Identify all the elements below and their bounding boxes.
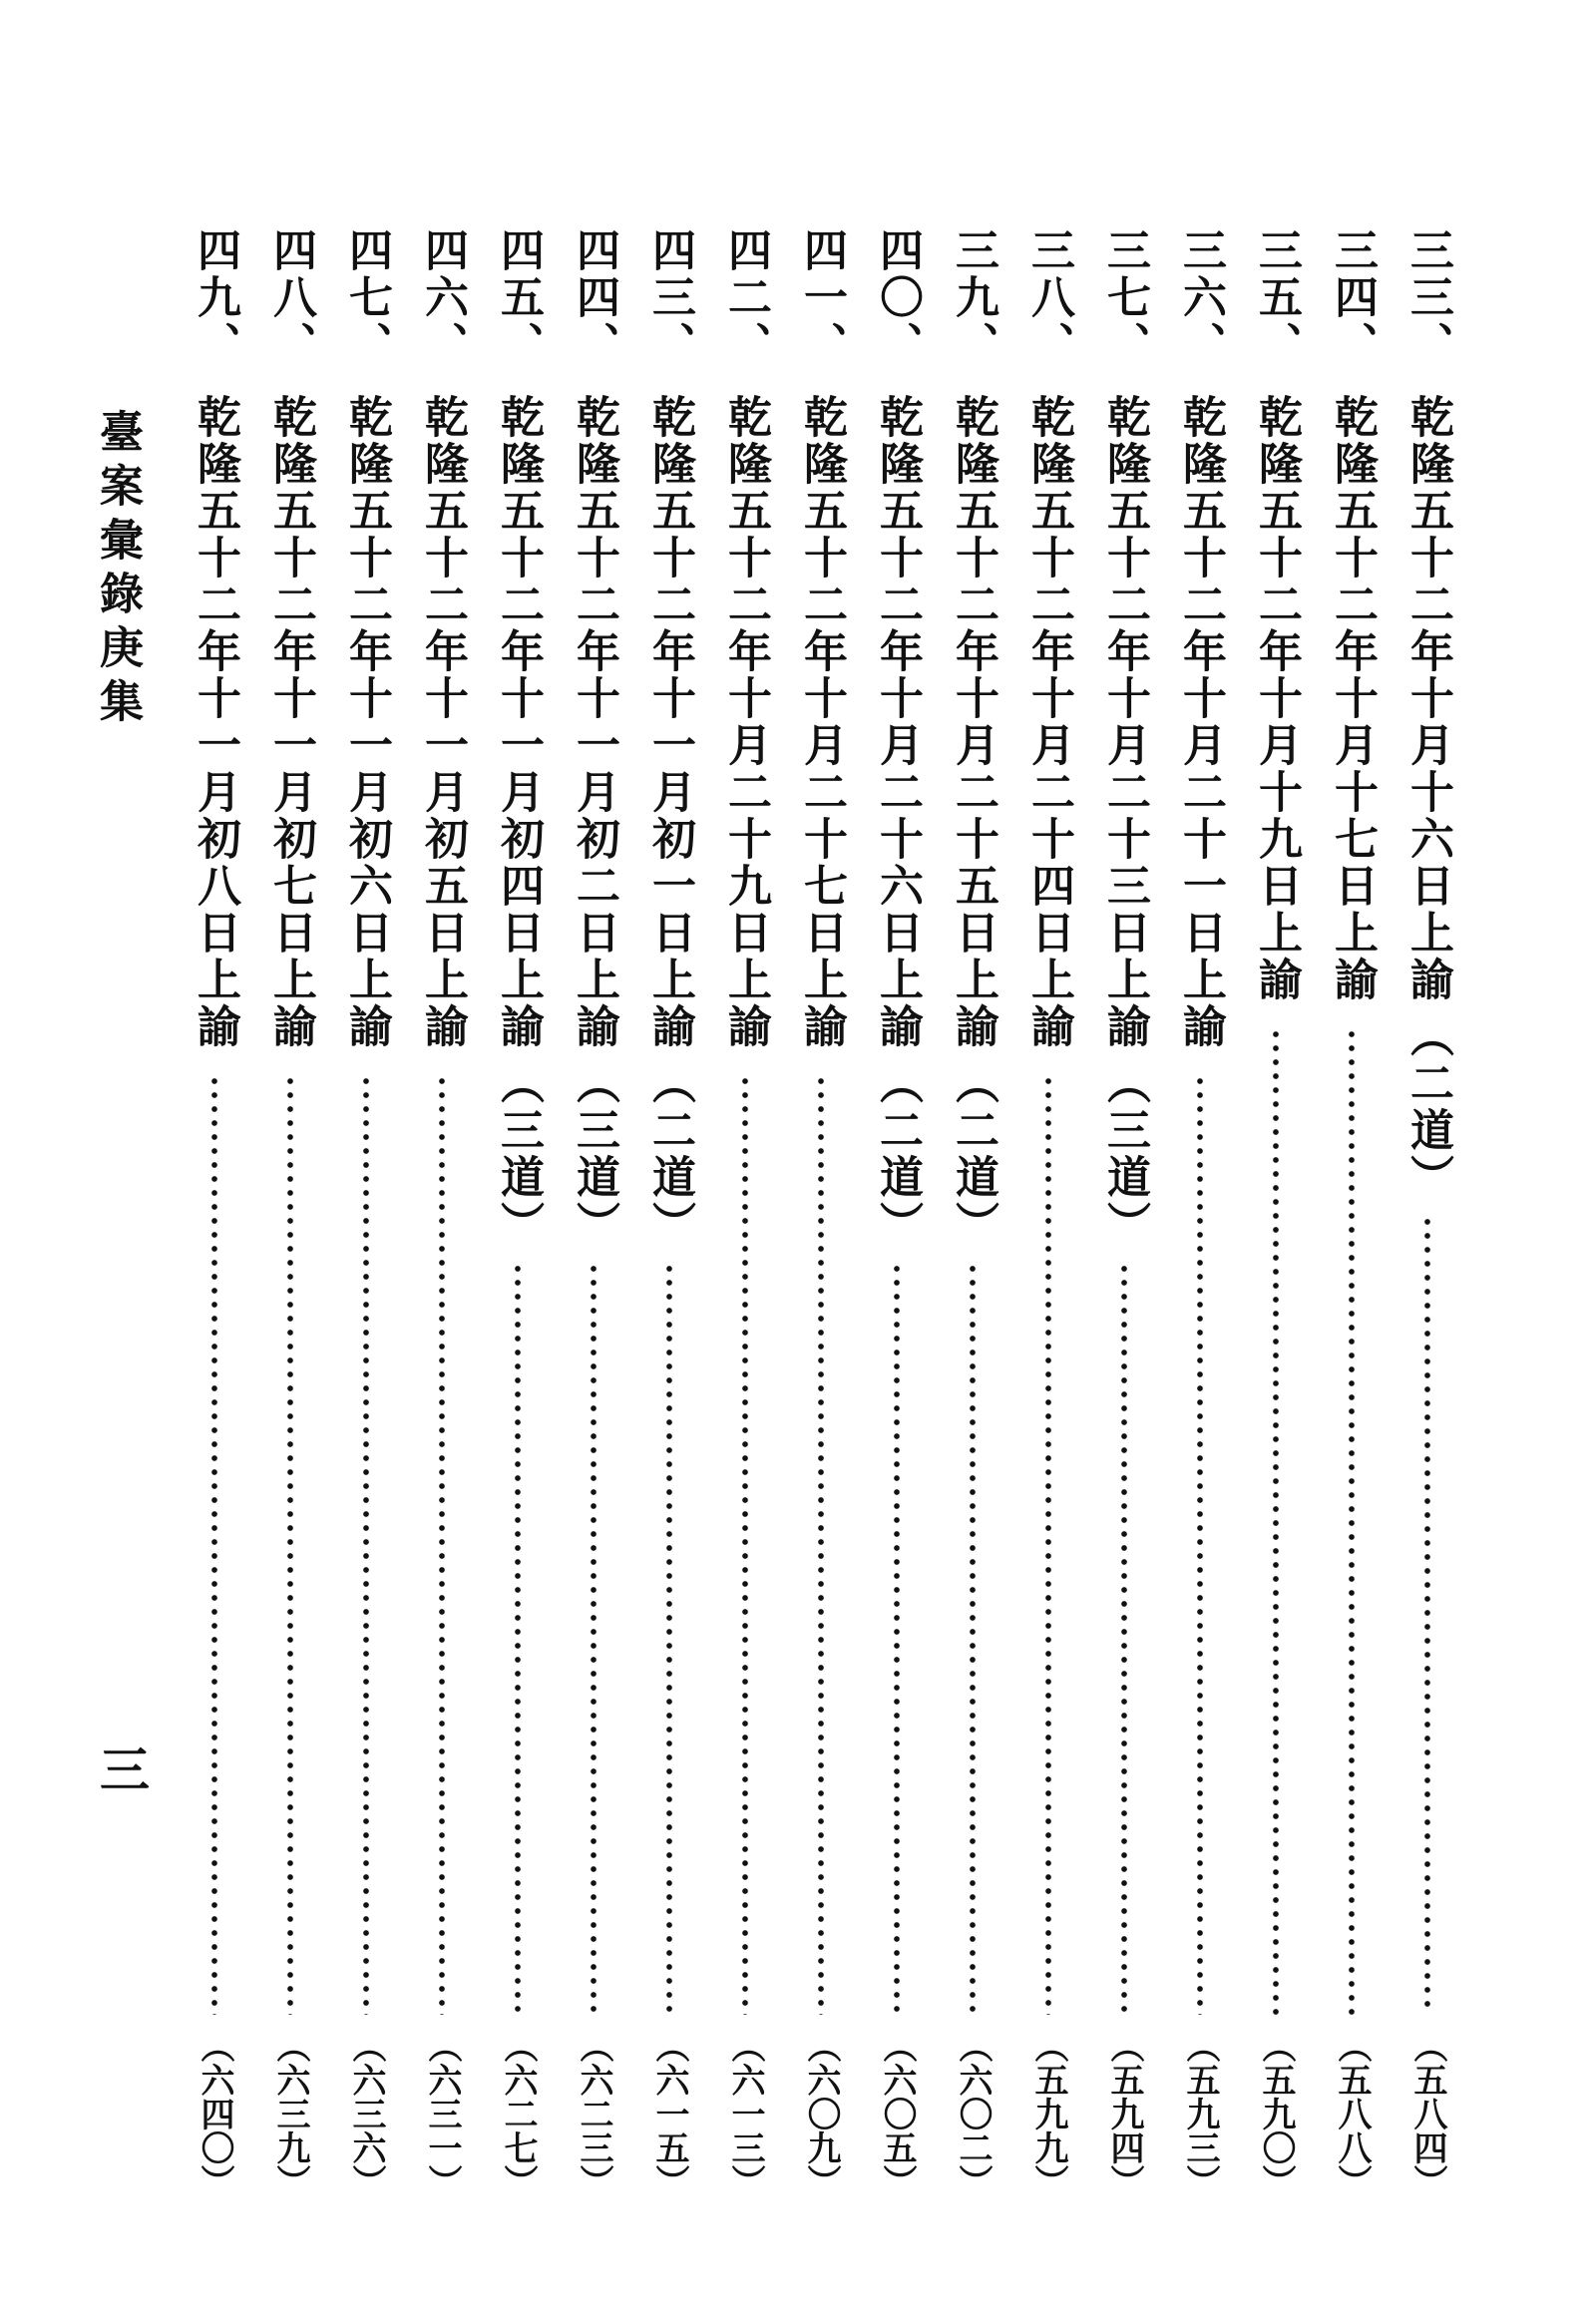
- entry-number: 四八、: [265, 227, 316, 368]
- entry-number: 四九、: [190, 227, 240, 368]
- dot-leader: [438, 1074, 446, 2015]
- entry-title: 乾隆五十二年十月二十五日上諭: [948, 394, 998, 1050]
- dot-leader: [362, 1074, 370, 2015]
- dot-leader: [969, 1262, 977, 2015]
- entry-number: 四六、: [417, 227, 468, 368]
- entry-note: （二道）: [644, 1060, 695, 1248]
- toc-entry: [563, 227, 624, 2202]
- toc-entry: [1245, 227, 1307, 2202]
- entry-page: （六一三）: [725, 2029, 765, 2198]
- toc-entry: [790, 227, 852, 2202]
- entry-note: （二道）: [948, 1060, 998, 1248]
- entry-title: 乾隆五十二年十月十九日上諭: [1251, 394, 1302, 1003]
- entry-title: 乾隆五十二年十月二十一日上諭: [1175, 394, 1226, 1050]
- entry-page: （五九〇）: [1256, 2029, 1296, 2198]
- toc-entry: [1396, 227, 1458, 2202]
- entry-title: 乾隆五十二年十月十六日上諭: [1402, 394, 1453, 1003]
- entry-page: （六二三）: [574, 2029, 613, 2198]
- entry-page: （六三一）: [422, 2029, 462, 2198]
- entry-title: 乾隆五十二年十一月初六日上諭: [341, 394, 392, 1050]
- entry-page: （六三九）: [270, 2029, 310, 2198]
- toc-entry: [942, 227, 1003, 2202]
- entry-number: 四二、: [720, 227, 771, 368]
- dot-leader: [590, 1262, 598, 2015]
- entry-number: 四五、: [493, 227, 544, 368]
- entry-page: （六〇五）: [877, 2029, 917, 2198]
- dot-leader: [893, 1262, 901, 2015]
- entry-page: （五九九）: [1028, 2029, 1068, 2198]
- entry-title: 乾隆五十二年十一月初八日上諭: [190, 394, 240, 1050]
- entry-page: （六二七）: [498, 2029, 538, 2198]
- entry-number: 三五、: [1251, 227, 1302, 368]
- entry-number: 四一、: [796, 227, 847, 368]
- entry-note: （二道）: [1402, 1013, 1453, 1201]
- entry-number: 三八、: [1023, 227, 1074, 368]
- entry-page: （五八八）: [1332, 2029, 1372, 2198]
- page-number: [92, 1743, 150, 1796]
- entry-page: （六〇九）: [801, 2029, 841, 2198]
- entry-number: 四三、: [644, 227, 695, 368]
- entry-number: 四〇、: [872, 227, 923, 368]
- entry-number: 三六、: [1175, 227, 1226, 368]
- dot-leader: [1196, 1074, 1204, 2015]
- entry-title: 乾隆五十二年十月二十三日上諭: [1099, 394, 1150, 1050]
- toc-entry: [184, 227, 245, 2202]
- entry-page: （六〇二）: [953, 2029, 993, 2198]
- page-number-text: 三: [92, 1743, 151, 1796]
- dot-leader: [665, 1262, 673, 2015]
- toc-entry: [1093, 227, 1155, 2202]
- entry-note: （三道）: [493, 1060, 544, 1248]
- toc-entry: [1017, 227, 1079, 2202]
- entry-number: 三九、: [948, 227, 998, 368]
- entry-title: 乾隆五十二年十月二十六日上諭: [872, 394, 923, 1050]
- dot-leader: [741, 1074, 749, 2015]
- toc-entry: [1169, 227, 1231, 2202]
- entry-title: 乾隆五十二年十一月初四日上諭: [493, 394, 544, 1050]
- entry-page: （五九四）: [1104, 2029, 1144, 2198]
- entry-number: 三三、: [1402, 227, 1453, 368]
- toc-entry: [714, 227, 776, 2202]
- toc-entry: [259, 227, 321, 2202]
- dot-leader: [817, 1074, 825, 2015]
- entry-note: （二道）: [872, 1060, 923, 1248]
- entry-page: （六一五）: [649, 2029, 689, 2198]
- toc-entry: [866, 227, 928, 2202]
- entry-page: （五八四）: [1407, 2029, 1447, 2198]
- toc-entry: [487, 227, 549, 2202]
- entry-number: 四七、: [341, 227, 392, 368]
- entry-title: 乾隆五十二年十一月初一日上諭: [644, 394, 695, 1050]
- entry-page: （六四〇）: [195, 2029, 234, 2198]
- dot-leader: [1423, 1215, 1431, 2015]
- dot-leader: [1044, 1074, 1052, 2015]
- entry-title: 乾隆五十二年十月二十七日上諭: [796, 394, 847, 1050]
- entry-title: 乾隆五十二年十一月初二日上諭: [569, 394, 619, 1050]
- entry-title: 乾隆五十二年十月二十九日上諭: [720, 394, 771, 1050]
- entry-title: 乾隆五十二年十一月初七日上諭: [265, 394, 316, 1050]
- dot-leader: [1348, 1027, 1356, 2015]
- toc-entry: [638, 227, 700, 2202]
- dot-leader: [514, 1262, 522, 2015]
- entry-title: 乾隆五十二年十一月初五日上諭: [417, 394, 468, 1050]
- dot-leader: [1272, 1027, 1280, 2015]
- dot-leader: [286, 1074, 294, 2015]
- entry-number: 三四、: [1327, 227, 1378, 368]
- running-title: [88, 409, 148, 732]
- entry-page: （五九三）: [1180, 2029, 1220, 2198]
- entry-page: （六三六）: [346, 2029, 386, 2198]
- entry-title: 乾隆五十二年十月二十四日上諭: [1023, 394, 1074, 1050]
- toc-entry: [1321, 227, 1383, 2202]
- dot-leader: [210, 1074, 218, 2015]
- running-title-text: 臺案彙錄庚集: [92, 409, 143, 732]
- entry-number: 四四、: [569, 227, 619, 368]
- toc-entry: [411, 227, 473, 2202]
- toc-entry: [335, 227, 397, 2202]
- dot-leader: [1120, 1262, 1128, 2015]
- entry-title: 乾隆五十二年十月十七日上諭: [1327, 394, 1378, 1003]
- entry-number: 三七、: [1099, 227, 1150, 368]
- entry-note: （三道）: [569, 1060, 619, 1248]
- entry-note: （三道）: [1099, 1060, 1150, 1248]
